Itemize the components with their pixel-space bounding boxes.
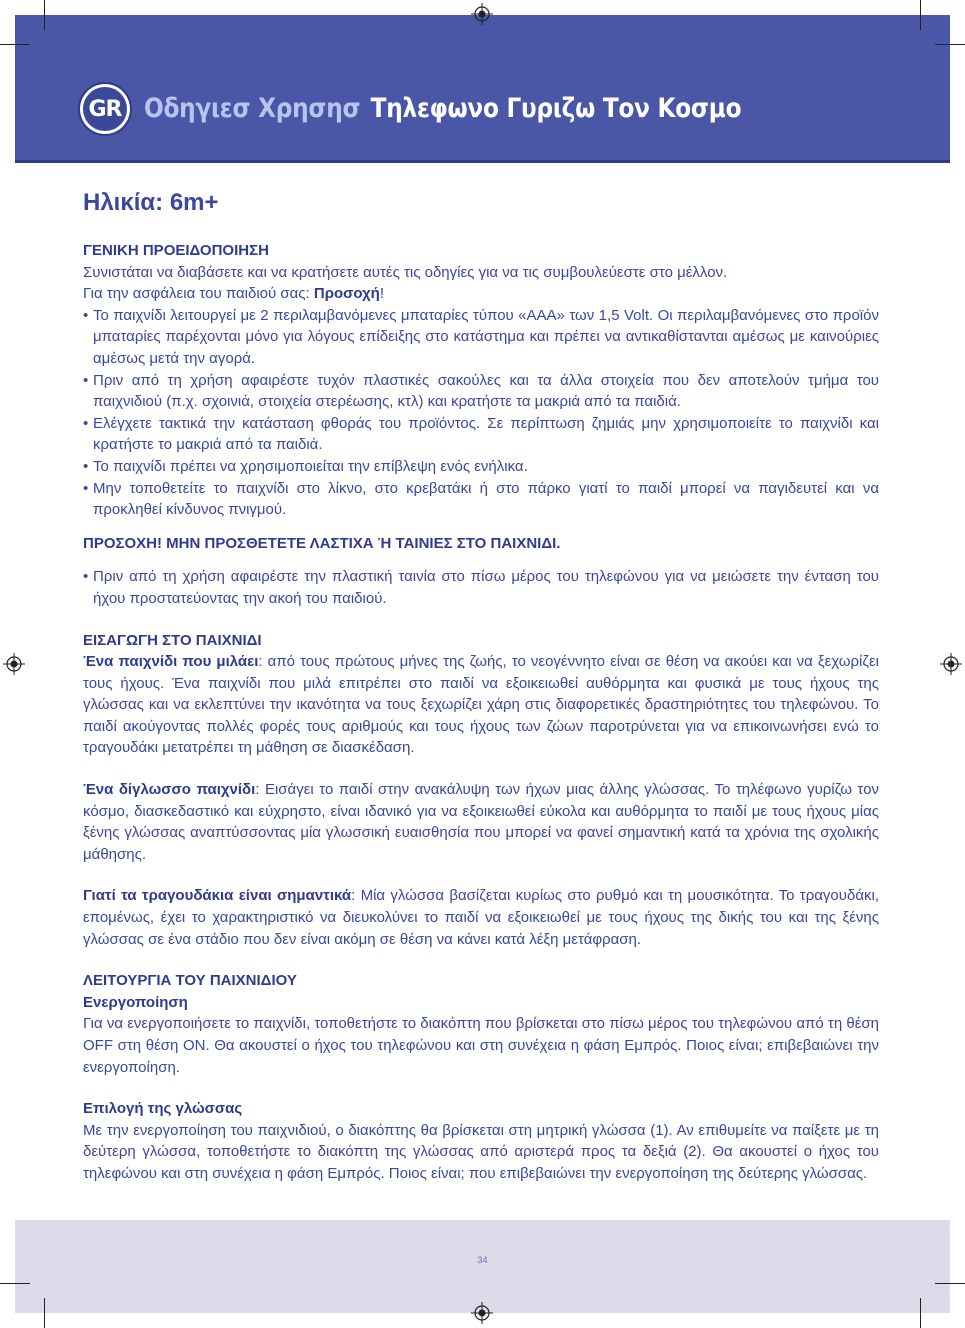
intro-term-songs: Γιατί τα τραγουδάκια είναι σημαντικά: [83, 887, 352, 905]
crop-mark: [920, 0, 921, 30]
crop-mark: [44, 1298, 45, 1328]
language-badge: GR: [83, 87, 127, 131]
function-heading: ΛΕΙΤΟΥΡΓΙΑ ΤΟΥ ΠΑΙΧΝΙΔΙΟΥ: [83, 972, 297, 990]
intro-paragraph-talking: [83, 651, 879, 759]
list-item: • Πριν από τη χρήση αφαιρέστε την πλαστική ταινία στο πίσω μέρος του τηλεφώνου για να μειώσετε την ένταση του ήχου προστατεύοντας την ακοή του παιδιού.: [83, 566, 879, 609]
crop-mark: [44, 0, 45, 30]
page-number: 34: [477, 1255, 488, 1265]
intro-paragraph-songs: [83, 885, 879, 950]
intro-heading: ΕΙΣΑΓΩΓΗ ΣΤΟ ΠΑΙΧΝΙΔΙ: [83, 631, 262, 649]
intro-text-talking: : από τους πρώτους μήνες της ζωής, το νεογέννητο είναι σε θέση να ακούει και να ξεχωρίζει τους ήχους. Ένα παιχνίδι που μιλά επιτρέπει στο παιδί να εξοικειωθεί αυθόρμητα και φυσικά με τους ήχους της γλώσσας και να εκλεπτύνει την ικανότητα να τους ξεχωρίζει χάρη στις διαφορετικές δραστηριότητες του τηλεφώνου. Το παιδί ακούγοντας πολλές φορές τους αριθμούς και τους ήχους των ζώων παροτρύνεται για να επικοινωνήσει ενώ το τραγουδάκι μετατρέπει τη μάθηση σε διασκέδαση.: [83, 653, 880, 757]
language-subheading: Επιλογή της γλώσσας: [83, 1100, 243, 1118]
header-title-part2: Τηλεφωνο Γυριζω Τον Κοσμο: [370, 92, 742, 124]
warning-safety-line: [83, 283, 879, 305]
caution-list: [83, 566, 879, 609]
warning-safety-exclaim: !: [379, 285, 385, 303]
header-title-part1: Οδηγιεσ Χρησησ: [144, 92, 361, 124]
language-paragraph: Με την ενεργοποίηση του παιχνιδιού, ο διακόπτης θα βρίσκεται στη μητρική γλώσσα (1). Αν επιθυμείτε να παίξετε με τη δεύτερη γλώσσα, τοποθετήστε το διακόπτη της γλώσσας από αριστερά προς τα δεξιά (2). Θα ακουστεί ο ήχος του τηλεφώνου και στη συνέχεια η φάση Εμπρός. Ποιος είναι; που επιβεβαιώνει την ενεργοποίηση της δεύτερης γλώσσας.: [83, 1121, 879, 1182]
caution-heading: ΠΡΟΣΟΧΗ! ΜΗΝ ΠΡΟΣΘΕΤΕΤΕ ΛΑΣΤΙΧΑ Ή ΤΑΙΝΙΕΣ ΣΤΟ ΠΑΙΧΝΙΔΙ.: [83, 534, 561, 552]
registration-mark-icon: [471, 3, 493, 25]
registration-mark-icon: [3, 653, 25, 675]
general-warning-heading: ΓΕΝΙΚΗ ΠΡΟΕΙΔΟΠΟΙΗΣΗ: [83, 242, 269, 259]
intro-term-talking: Ένα παιχνίδι που μιλάει: [83, 653, 259, 671]
document-body: [83, 188, 879, 1185]
intro-paragraph-bilingual: [83, 779, 879, 865]
list-item: • Πριν από τη χρήση αφαιρέστε τυχόν πλαστικές σακούλες και τα άλλα στοιχεία που δεν αποτελούν τμήμα του παιχνιδιού (π.χ. σχοινιά, στοιχεία στερέωσης, κτλ) και κρατήστε τα μακριά από τα παιδιά.: [83, 370, 879, 413]
list-item: • Μην τοποθετείτε το παιχνίδι στο λίκνο, στο κρεβατάκι ή στο πάρκο γιατί το παιδί μπορεί να παγιδευτεί και να προκληθεί κίνδυνος πνιγμού.: [83, 478, 879, 521]
list-item: • Το παιχνίδι λειτουργεί με 2 περιλαμβανόμενες μπαταρίες τύπου «AAA» των 1,5 Volt. Οι περιλαμβανόμενες στο προϊόν μπαταρίες παρέχονται μόνο για λόγους επίδειξης στο κατάστημα και πρέπει να αντικαθίστανται αμέσως με καινούριες αμέσως μετά την αγορά.: [83, 305, 879, 370]
warning-list: [83, 305, 879, 521]
registration-mark-icon: [471, 1302, 493, 1324]
intro-text-songs: : Μία γλώσσα βασίζεται κυρίως στο ρυθμό και τη μουσικότητα. Το τραγουδάκι, επομένως, έχει το χαρακτηριστικό να διευκολύνει το παιδί να εξοικειωθεί με τους ήχους της δικής του και της ξένης γλώσσας σε ένα στάδιο που δεν είναι ακόμη σε θέση να κάνει κατά λέξη μετάφραση.: [83, 887, 879, 948]
caution-word: Προσοχή: [313, 285, 380, 303]
crop-mark: [935, 1283, 965, 1284]
header-title: [144, 88, 741, 128]
activation-paragraph: Για να ενεργοποιήσετε το παιχνίδι, τοποθετήστε το διακόπτη που βρίσκεται στο πίσω μέρος του τηλεφώνου από τη θέση OFF στη θέση ON. Θα ακουστεί ο ήχος του τηλεφώνου και στη συνέχεια η φάση Εμπρός. Ποιος είναι; επιβεβαιώνει την ενεργοποίηση.: [83, 1015, 879, 1076]
age-title: Ηλικία: 6m+: [83, 189, 219, 216]
registration-mark-icon: [940, 653, 962, 675]
intro-term-bilingual: Ένα δίγλωσσο παιχνίδι: [83, 781, 256, 799]
crop-mark: [0, 1283, 30, 1284]
warning-safety-text: Για την ασφάλεια του παιδιού σας:: [83, 285, 314, 303]
list-item: • Ελέγχετε τακτικά την κατάσταση φθοράς του προϊόντος. Σε περίπτωση ζημιάς μην χρησιμοποιείτε το παιχνίδι και κρατήστε το μακριά από τα παιδιά.: [83, 413, 879, 456]
crop-mark: [920, 1298, 921, 1328]
list-item: • Το παιχνίδι πρέπει να χρησιμοποιείται την επίβλεψη ενός ενήλικα.: [83, 456, 879, 478]
crop-mark: [935, 44, 965, 45]
activation-subheading: Ενεργοποίηση: [83, 993, 188, 1011]
warning-line: Συνιστάται να διαβάσετε και να κρατήσετε αυτές τις οδηγίες για να τις συμβουλεύεστε στο μέλλον.: [83, 263, 728, 281]
crop-mark: [0, 44, 30, 45]
intro-text-bilingual: : Εισάγει το παιδί στην ανακάλυψη των ήχων μιας άλλης γλώσσας. Το τηλέφωνο γυρίζω τον κόσμο, διασκεδαστικό και εύχρηστο, είναι ιδανικό για να εξοικειωθεί εύκολα και αυθόρμητα το παιδί με τους ήχους μίας ξένης γλώσσας αναπτύσσοντας μία γλωσσική ευαισθησία που μπορεί να φανεί σημαντική κατά τα χρόνια της σχολικής μάθησης.: [83, 781, 879, 863]
